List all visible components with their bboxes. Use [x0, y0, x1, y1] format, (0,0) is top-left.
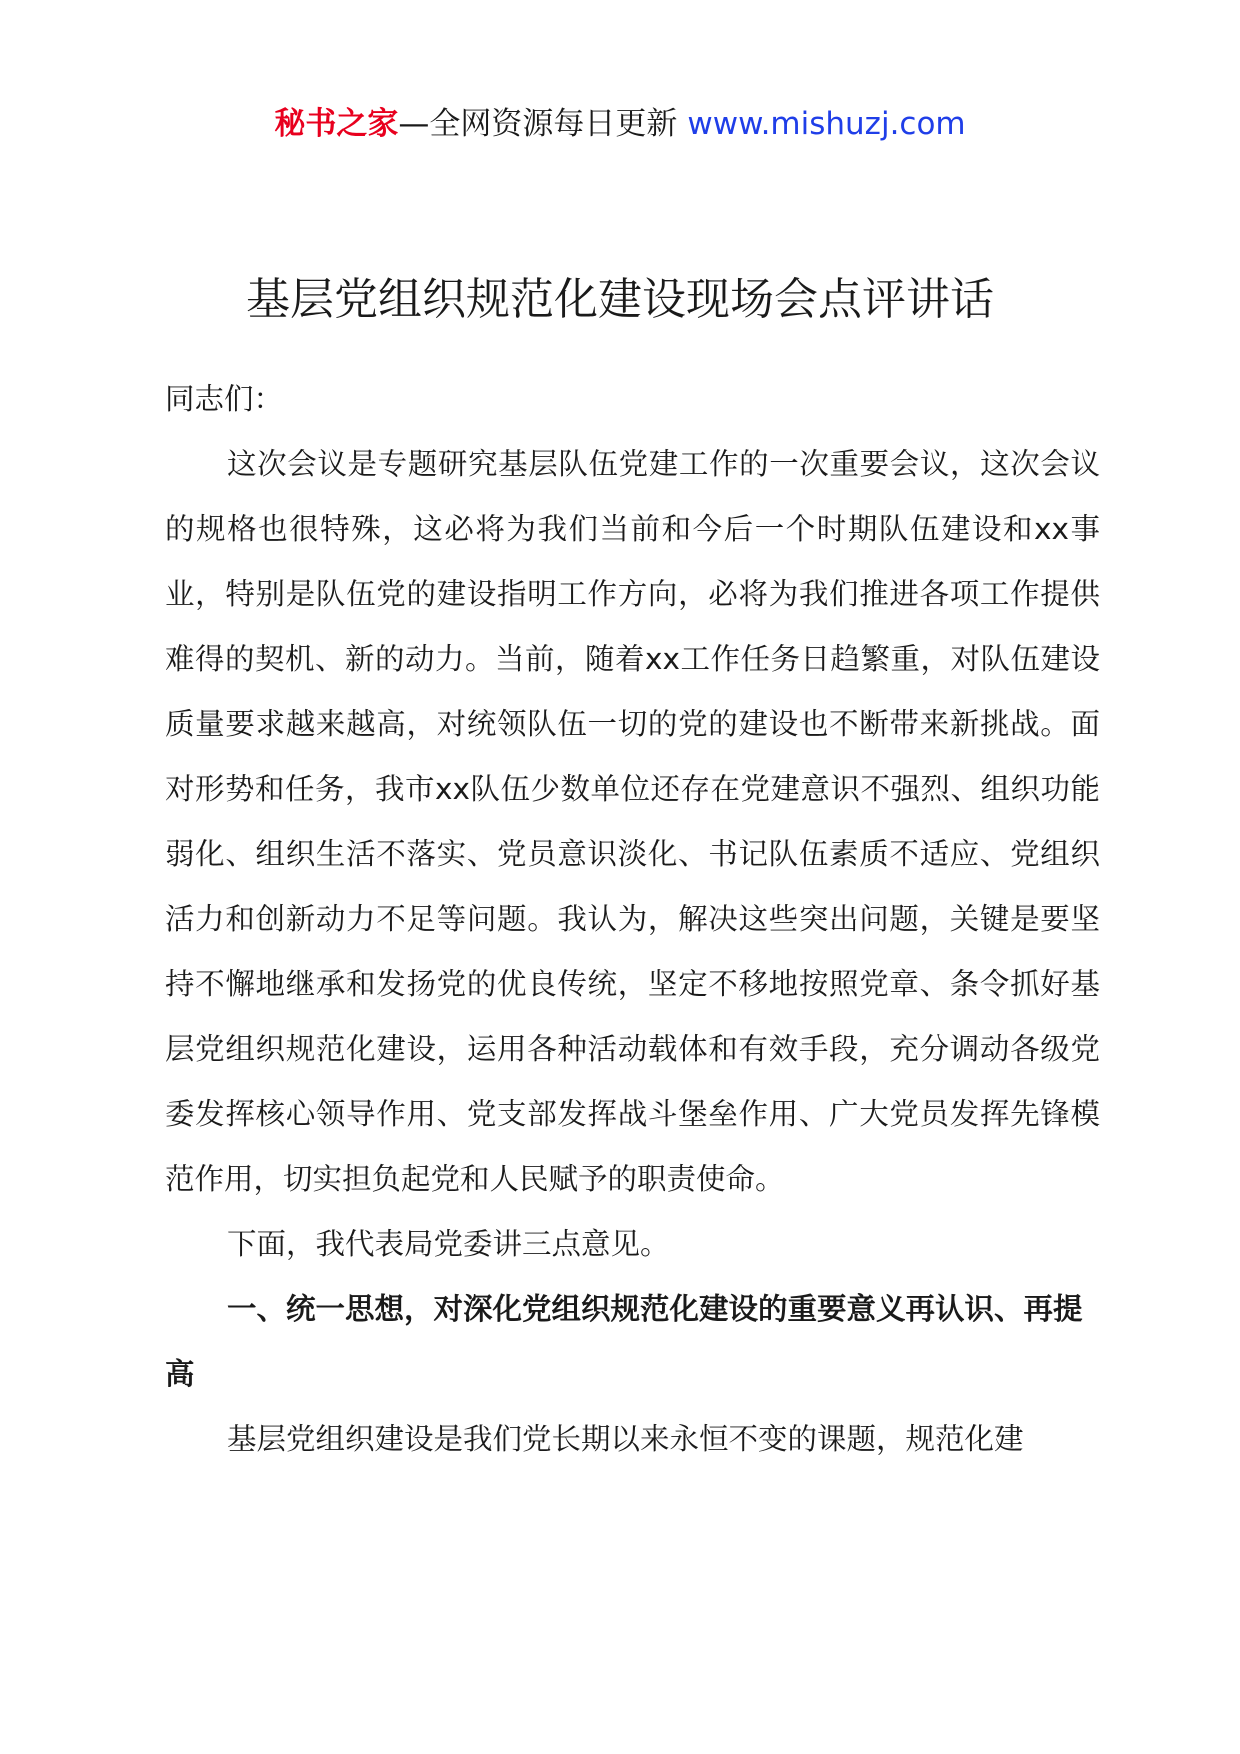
salutation: 同志们：: [165, 382, 284, 416]
site-tagline: —全网资源每日更新: [398, 106, 678, 142]
paragraph-intro: 这次会议是专题研究基层队伍党建工作的一次重要会议，这次会议的规格也很特殊，这必将为我们当前和今后一个时期队伍建设和xx事业，特别是队伍党的建设指明工作方向，必将为我们推进各项工作提供难得的契机、新的动力。当前，随着xx工作任务日趋繁重，对队伍建设质量要求越来越高，对统领队伍一切的党的建设也不断带来新挑战。面对形势和任务，我市xx队伍少数单位还存在党建意识不强烈、组织功能弱化、组织生活不落实、党员意识淡化、书记队伍素质不适应、党组织活力和创新动力不足等问题。我认为，解决这些突出问题，关键是要坚持不懈地继承和发扬党的优良传统，坚定不移地按照党章、条令抓好基层党组织规范化建设，运用各种活动载体和有效手段，充分调动各级党委发挥核心领导作用、党支部发挥战斗堡垒作用、广大党员发挥先锋模范作用，切实担负起党和人民赋予的职责使命。: [165, 447, 1100, 1196]
paragraph-transition: 下面，我代表局党委讲三点意见。: [227, 1227, 670, 1261]
site-header: [0, 102, 1240, 146]
document-title: 基层党组织规范化建设现场会点评讲话: [246, 274, 994, 325]
section-heading-1: 一、统一思想，对深化党组织规范化建设的重要意义再认识、再提高: [165, 1292, 1083, 1391]
document-body: [165, 367, 1100, 1472]
site-url-link[interactable]: www.mishuzj.com: [687, 106, 966, 142]
site-brand: 秘书之家: [274, 106, 399, 142]
paragraph-section-1: 基层党组织建设是我们党长期以来永恒不变的课题，规范化建: [227, 1422, 1024, 1456]
